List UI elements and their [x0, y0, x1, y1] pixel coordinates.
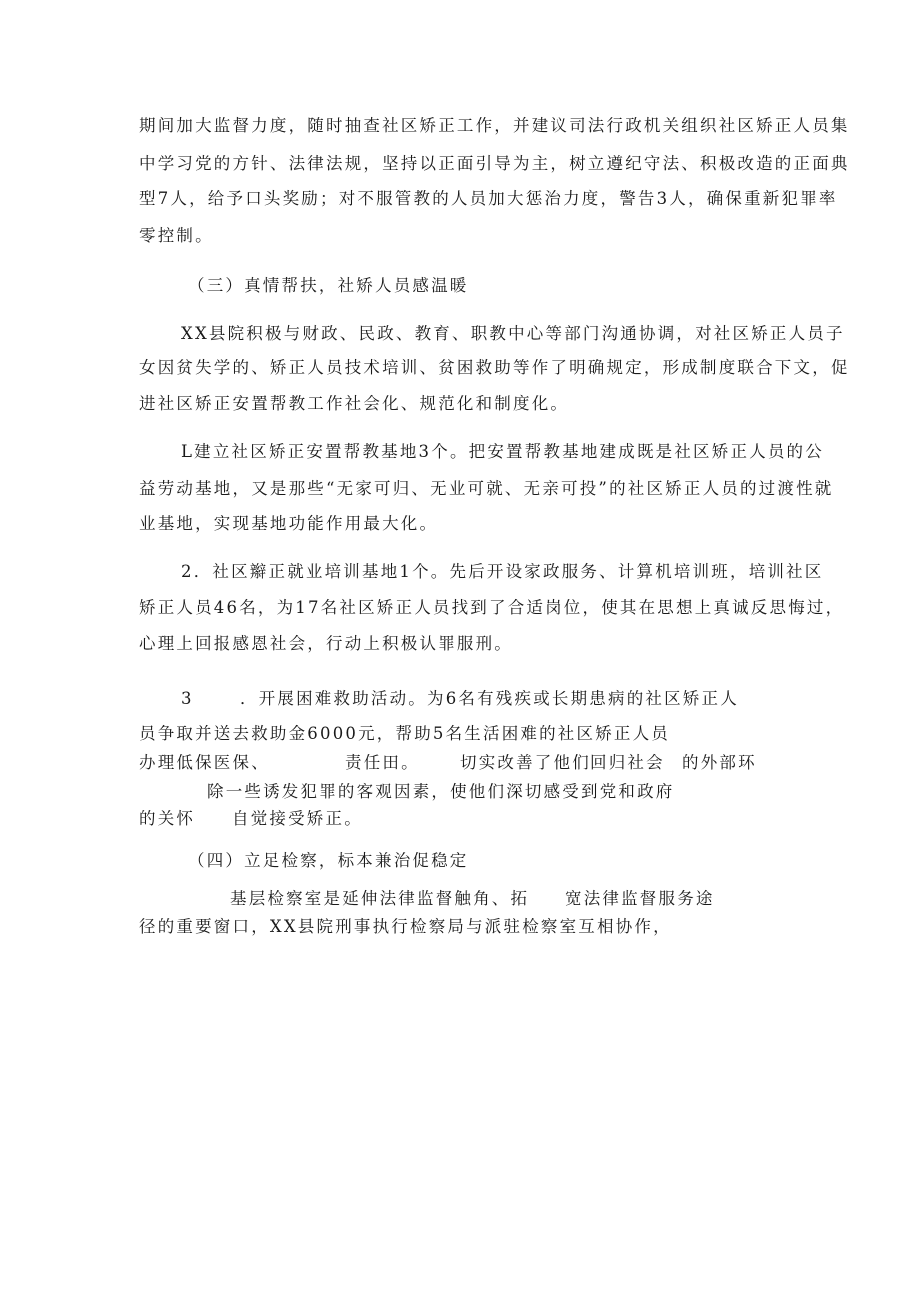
p6-line-2: 径的重要窗口，XX县院刑事执行检察局与派驻检察室互相协作， [139, 917, 672, 936]
p3-line-1: L建立社区矫正安置帮教基地3个。把安置帮教基地建成既是社区矫正人员的公 [181, 442, 824, 461]
p1-line-4: 零控制。 [139, 226, 214, 245]
p5-line-3c: 切实改善了他们 [460, 753, 591, 772]
p5-line-5b: 自觉接受矫正。 [232, 809, 363, 828]
p4-line-2: 矫正人员46名，为17名社区矫正人员找到了合适岗位，使其在思想上真诚反思悔过， [139, 598, 845, 617]
p5-line-4: 除一些诱发犯罪的客观因素，使他们深切感受到党和政府 [207, 782, 675, 801]
p4-line-1: 2．社区辮正就业培训基地1个。先后开设家政服务、计算机培训班，培训社区 [181, 562, 824, 581]
p6-line-1b: 宽法律监督服务途 [565, 889, 715, 908]
p5-line-2: 员争取并送去救助金6000元，帮助5名生活困难的社区矫正人员 [139, 724, 670, 743]
section-4-heading: （四）立足检察，标本兼治促稳定 [188, 851, 469, 870]
p3-line-2: 益劳动基地，又是那些“无家可归、无业可就、无亲可投”的社区矫正人员的过渡性就 [139, 479, 834, 498]
p5-line-3e: 的外部环 [682, 753, 757, 772]
p2-line-1: XX县院积极与财政、民政、教育、职教中心等部门沟通协调，对社区矫正人员子 [181, 324, 845, 343]
p2-line-3: 进社区矫正安置帮教工作社会化、规范化和制度化。 [139, 394, 570, 413]
p3-line-3: 业基地，实现基地功能作用最大化。 [139, 514, 439, 533]
p5-line-3d: 回归社会 [590, 753, 665, 772]
p1-line-1: 期间加大监督力度，随时抽查社区矫正工作，并建议司法行政机关组织社区矫正人员集 [139, 116, 850, 135]
p1-line-2: 中学习党的方针、法律法规，坚持以正面引导为主，树立遵纪守法、积极改造的正面典 [139, 154, 850, 173]
p2-line-2: 女因贫失学的、矫正人员技术培训、贫困救助等作了明确规定，形成制度联合下文，促 [139, 358, 850, 377]
section-3-heading: （三）真情帮扶，社矫人员感温暖 [188, 276, 469, 295]
p1-line-3: 型7人，给予口头奖励；对不服管教的人员加大惩治力度，警告3人，确保重新犯罪率 [139, 189, 838, 208]
p4-line-3: 心理上回报感恩社会，行动上积极认罪服刑。 [139, 634, 513, 653]
p6-line-1a: 基层检察室是延伸法律监督触角、拓 [230, 889, 530, 908]
p5-number: 3 [181, 689, 194, 708]
p5-line-3b: 责任田。 [345, 753, 420, 772]
p5-line-5a: 的关怀 [139, 809, 196, 828]
p5-line-3a: 办理低保医保、 [139, 753, 270, 772]
p5-line-1: ．开展困难救助活动。为6名有残疾或长期患病的社区矫正人 [240, 689, 739, 708]
